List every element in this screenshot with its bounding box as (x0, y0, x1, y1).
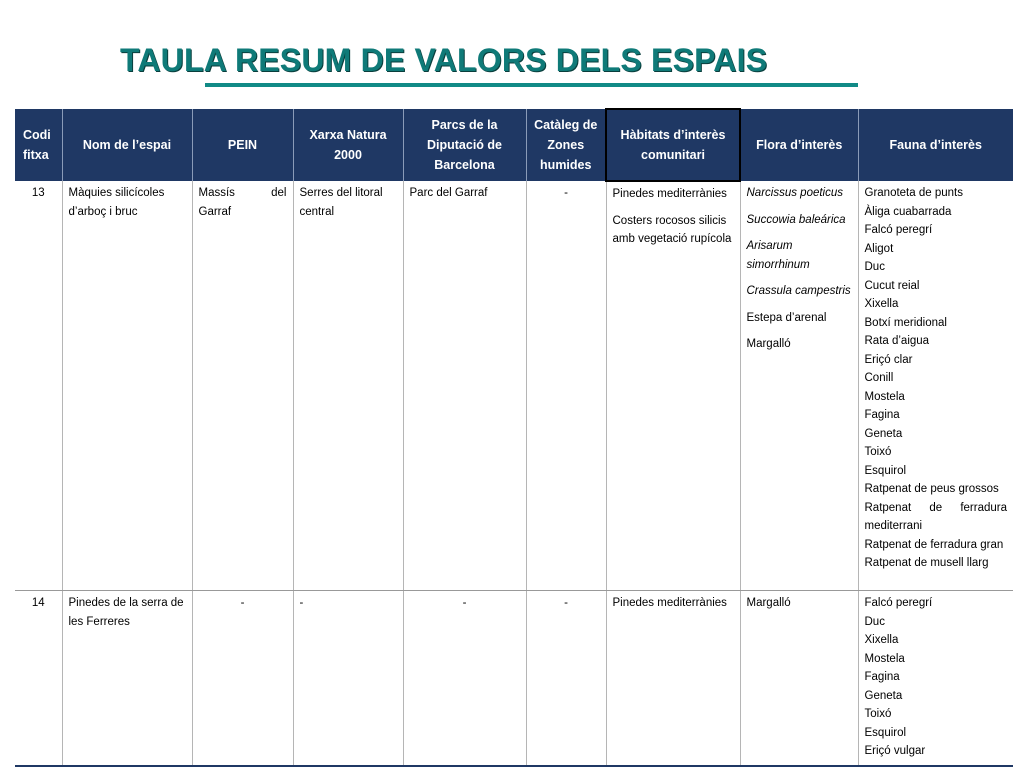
flora-item: Arisarum simorrhinum (746, 240, 810, 271)
fauna-item: Duc (864, 615, 885, 628)
header-flora: Flora d’interès (740, 109, 858, 181)
header-codi-fitxa: Codi fitxa (15, 109, 62, 181)
cell-nom: Màquies silicícoles d’arboç i bruc (62, 181, 192, 591)
fauna-item: Aligot (864, 242, 894, 255)
fauna-item: Toixó (864, 446, 892, 458)
flora-item: Narcissus poeticus (746, 187, 844, 199)
cell-flora (740, 181, 858, 591)
flora-item: Succowia baleárica (746, 213, 846, 226)
fauna-item: Granoteta de punts (864, 187, 963, 199)
flora-item: Margalló (746, 338, 791, 350)
cell-codi: 14 (15, 591, 62, 767)
cell-fauna (858, 181, 1013, 591)
fauna-item: Ratpenat de musell llarg (864, 557, 989, 569)
summary-table (15, 108, 1013, 767)
fauna-item: Geneta (864, 689, 903, 702)
fauna-item: Esquirol (864, 464, 907, 477)
header-row (15, 109, 1013, 181)
flora-item: Estepa d’arenal (746, 311, 827, 324)
fauna-item: Mostela (864, 390, 905, 403)
cell-xarxa: Serres del litoral central (293, 181, 403, 591)
fauna-item: Geneta (864, 427, 903, 440)
flora-item: Crassula campestris (746, 285, 851, 297)
title-underline (205, 83, 858, 87)
fauna-item: Ratpenat de peus grossos (864, 483, 999, 495)
fauna-item: Duc (864, 261, 885, 273)
cell-pein-word: del (271, 187, 287, 199)
fauna-item: Mostela (864, 652, 905, 665)
header-habitats: Hàbitats d’interès comunitari (606, 109, 740, 181)
cell-nom: Pinedes de la serra de les Ferreres (62, 591, 192, 767)
cell-xarxa: - (293, 591, 403, 767)
header-nom-espai: Nom de l’espai (62, 109, 192, 181)
fauna-item: Rata d’aigua (864, 335, 930, 347)
cell-flora (740, 591, 858, 767)
table-row (15, 181, 1013, 591)
fauna-item: Àliga cuabarrada (864, 205, 952, 218)
fauna-item: Eriçó vulgar (864, 745, 926, 757)
fauna-item: Conill (864, 372, 894, 384)
page-title: TAULA RESUM DE VALORS DELS ESPAIS (120, 42, 768, 78)
cell-pein-word: Massís (198, 187, 235, 199)
header-parcs-diputacio: Parcs de la Diputació de Barcelona (403, 109, 526, 181)
cell-cataleg: - (526, 181, 606, 591)
header-xarxa-natura: Xarxa Natura 2000 (293, 109, 403, 181)
table-row (15, 591, 1013, 767)
habitat-item: Costers rocosos silicis amb vegetació rupícola (612, 214, 732, 245)
flora-item: Margalló (746, 597, 791, 609)
cell-parcs: - (403, 591, 526, 767)
fauna-item: Xixella (864, 634, 899, 646)
fauna-item: Cucut reial (864, 279, 920, 292)
cell-habitats (606, 591, 740, 767)
fauna-item: Xixella (864, 298, 899, 310)
fauna-item: Esquirol (864, 726, 907, 739)
header-fauna: Fauna d’interès (858, 109, 1013, 181)
fauna-item: Fagina (864, 671, 900, 683)
fauna-item: Botxí meridional (864, 316, 947, 329)
fauna-item: Falcó peregrí (864, 597, 933, 609)
fauna-item: Fagina (864, 409, 900, 421)
header-pein: PEIN (192, 109, 293, 181)
cell-codi: 13 (15, 181, 62, 591)
fauna-item: Falcó peregrí (864, 224, 933, 236)
habitat-item: Pinedes mediterrànies (612, 597, 727, 609)
fauna-item: Toixó (864, 708, 892, 720)
fauna-item: Ratpenat de ferradura mediterrani (864, 501, 1007, 532)
cell-habitats (606, 181, 740, 591)
cell-pein: - (192, 591, 293, 767)
habitat-item: Pinedes mediterrànies (612, 188, 727, 200)
fauna-item: Ratpenat de ferradura gran (864, 538, 1004, 551)
cell-cataleg: - (526, 591, 606, 767)
cell-pein (192, 181, 293, 591)
cell-parcs: Parc del Garraf (403, 181, 526, 591)
fauna-item: Eriçó clar (864, 353, 913, 366)
cell-fauna (858, 591, 1013, 767)
cell-pein-word: Garraf (198, 205, 232, 218)
header-cataleg-zones-humides: Catàleg de Zones humides (526, 109, 606, 181)
